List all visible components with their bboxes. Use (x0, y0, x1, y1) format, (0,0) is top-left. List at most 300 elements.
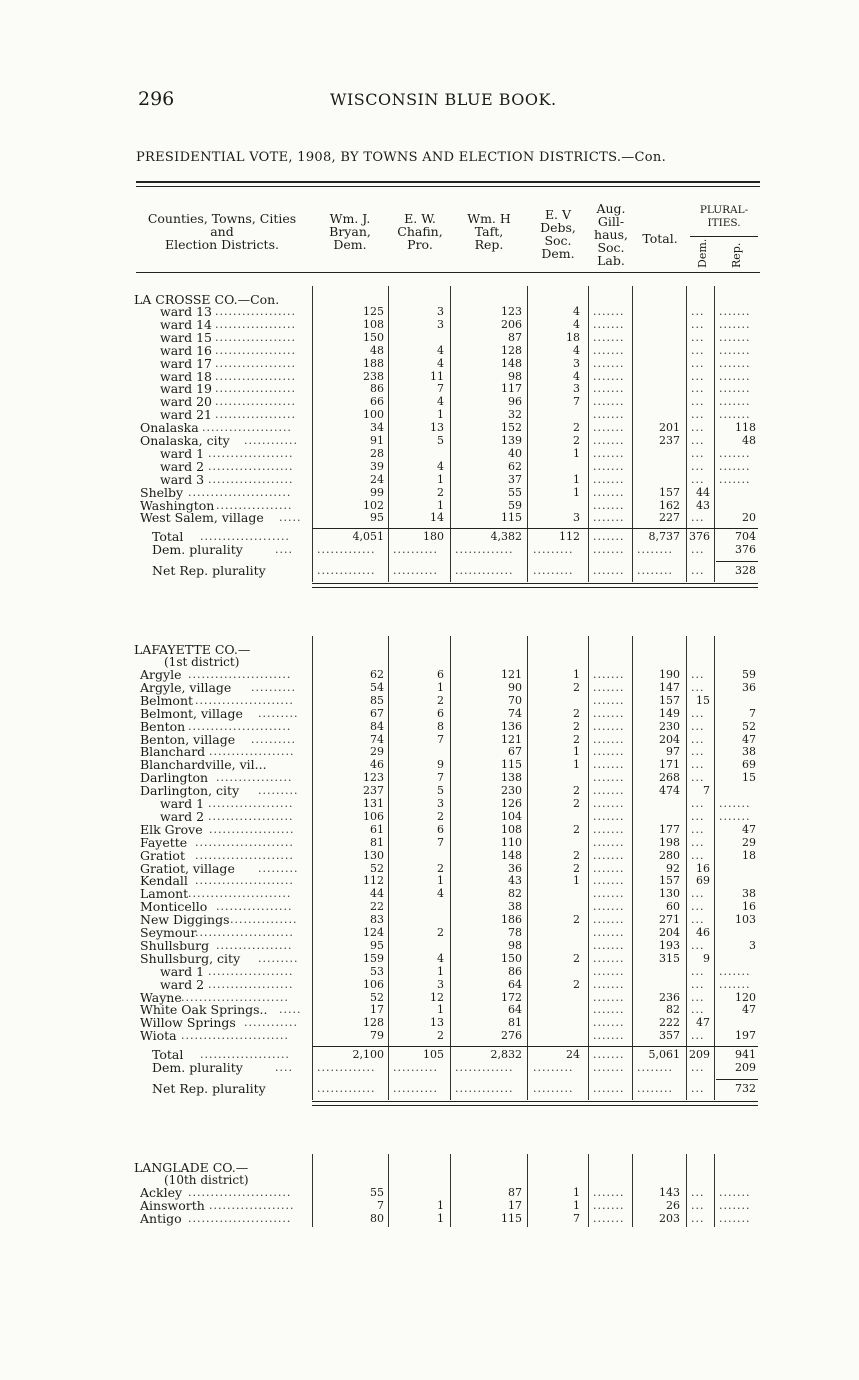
page-number: 296 (138, 88, 175, 110)
dot-leader: ....... (593, 861, 625, 875)
cell-chafin: 2 (437, 861, 444, 875)
cell-debs: 1 (573, 745, 580, 759)
cell-rep: 7 (749, 706, 756, 720)
net-rep-plurality-label: Net Rep. plurality (152, 563, 266, 579)
dot-leader: ....... (593, 1003, 625, 1017)
dot-leader: ....... (719, 343, 751, 357)
cell-chafin: 3 (437, 977, 444, 991)
section-rule (312, 583, 758, 584)
dot-leader: ....... (593, 809, 625, 823)
cell-bryan: 91 (370, 434, 384, 447)
dot-leader: ... (691, 835, 705, 849)
dot-leader: ........ (637, 1061, 673, 1074)
dot-leader: ... (691, 472, 705, 486)
dot-leader: ....... (719, 317, 751, 331)
cell-taft: 152 (501, 421, 522, 435)
label-leader: ................... (209, 745, 295, 759)
label-leader: .......... (251, 732, 296, 746)
cell-total: 60 (666, 900, 680, 914)
dot-leader: ....... (593, 835, 625, 849)
cell-bryan: 130 (363, 848, 384, 862)
dot-leader: ....... (593, 356, 625, 370)
label-leader: ........................ (181, 990, 289, 1004)
header-rep: Rep. (730, 242, 743, 268)
dot-leader: ....... (593, 900, 625, 914)
column-line (388, 636, 389, 1100)
cell-debs: 2 (573, 680, 580, 694)
label-leader: ................... (208, 964, 294, 978)
cell-bryan: 66 (370, 395, 384, 409)
cell-taft: 115 (501, 1211, 522, 1225)
cell-taft: 150 (501, 951, 522, 965)
dot-leader: ....... (593, 530, 625, 544)
dot-leader: ... (691, 797, 705, 810)
dot-leader: .......... (393, 564, 438, 578)
total-label: Total (152, 529, 184, 545)
row-label: Benton, village (140, 731, 236, 747)
label-leader: ....................... (188, 887, 292, 901)
dot-leader: ....... (593, 485, 625, 499)
column-line (588, 636, 589, 1100)
label-leader: ................. (216, 771, 293, 785)
cell-chafin: 2 (437, 809, 444, 823)
row-label: Onalaska, city (140, 433, 230, 448)
cell-taft: 96 (508, 395, 522, 409)
cell-taft: 117 (501, 382, 522, 396)
cell-taft: 139 (501, 434, 522, 447)
dot-leader: ... (691, 809, 705, 823)
dot-leader: ....... (593, 543, 625, 557)
cell-total: 147 (659, 680, 680, 694)
dot-leader: ......... (533, 1061, 574, 1074)
dot-leader: ....... (719, 446, 751, 460)
cell-chafin: 7 (437, 732, 444, 746)
cell-chafin: 1 (437, 1211, 444, 1225)
cell-total: 97 (666, 745, 680, 759)
cell-taft: 126 (501, 797, 522, 810)
dem-plurality-value: 376 (735, 543, 756, 557)
dot-leader: ... (691, 719, 705, 733)
column-line (527, 1154, 528, 1227)
cell-debs: 3 (573, 356, 580, 370)
cell-taft: 74 (508, 706, 522, 720)
cell-rep: 29 (742, 835, 756, 849)
cell-bryan: 123 (363, 771, 384, 785)
label-leader: ......... (258, 784, 299, 798)
cell-debs: 2 (573, 797, 580, 810)
row-label: Kendall (140, 873, 188, 889)
cell-bryan: 80 (370, 1211, 384, 1225)
cell-chafin: 3 (437, 305, 444, 318)
label-leader: ...................... (195, 835, 294, 849)
dot-leader: ... (691, 822, 705, 836)
cell-rep: 47 (742, 822, 756, 836)
label-leader: ................. (216, 498, 293, 512)
dot-leader: ............. (317, 543, 376, 557)
cell-debs: 2 (573, 732, 580, 746)
top-rule (136, 181, 760, 183)
dot-leader: ....... (719, 356, 751, 370)
cell-debs: 2 (573, 719, 580, 733)
dot-leader: ....... (593, 369, 625, 383)
cell-taft: 81 (508, 1016, 522, 1030)
header-dem: Dem. (696, 238, 709, 268)
row-label: Blanchard (140, 744, 206, 760)
label-leader: ................... (209, 1198, 295, 1212)
row-label: Belmont, village (140, 705, 243, 721)
cell-chafin: 6 (437, 668, 444, 681)
dot-leader: ....... (593, 706, 625, 720)
cell-taft: 32 (508, 408, 522, 422)
cell-debs: 2 (573, 434, 580, 447)
cell-chafin: 13 (430, 1016, 444, 1030)
dot-leader: ............. (455, 1061, 514, 1074)
dot-leader: ............. (455, 543, 514, 557)
cell-taft: 230 (501, 784, 522, 798)
cell-bryan: 81 (370, 835, 384, 849)
cell-total: 204 (659, 732, 680, 746)
cell-debs: 1 (573, 758, 580, 772)
dot-leader: ....... (593, 732, 625, 746)
cell-debs: 2 (573, 951, 580, 965)
total-total: 8,737 (648, 530, 680, 544)
row-label: Washington (140, 497, 215, 513)
cell-total: 198 (659, 835, 680, 849)
dot-leader: ....... (593, 719, 625, 733)
cell-taft: 36 (508, 861, 522, 875)
label-leader: .................. (215, 356, 296, 370)
cell-rep: 48 (742, 434, 756, 447)
row-label: Benton (140, 718, 186, 734)
label-leader: ...................... (195, 874, 294, 888)
dot-leader: ....... (593, 758, 625, 772)
column-line (388, 286, 389, 582)
dot-leader: ....... (719, 964, 751, 978)
dot-leader: ... (691, 745, 705, 759)
dot-leader: ....... (593, 745, 625, 759)
dot-leader: ....... (593, 408, 625, 422)
dot-leader: ... (691, 990, 705, 1004)
section-rule (312, 1105, 758, 1106)
cell-total: 280 (659, 848, 680, 862)
dot-leader: ....... (719, 472, 751, 486)
cell-taft: 128 (501, 343, 522, 357)
cell-total: 171 (659, 758, 680, 772)
cell-total: 268 (659, 771, 680, 785)
cell-bryan: 46 (370, 758, 384, 772)
cell-bryan: 53 (370, 964, 384, 978)
cell-rep: 38 (742, 887, 756, 901)
cell-bryan: 150 (363, 330, 384, 344)
cell-taft: 59 (508, 498, 522, 512)
dot-leader: ....... (593, 668, 625, 681)
cell-bryan: 86 (370, 382, 384, 396)
cell-rep: 3 (749, 938, 756, 952)
cell-taft: 115 (501, 511, 522, 525)
cell-taft: 98 (508, 369, 522, 383)
cell-bryan: 100 (363, 408, 384, 422)
dot-leader: ... (691, 421, 705, 435)
label-leader: ...................... (195, 693, 294, 707)
section-rule (312, 1101, 758, 1102)
label-leader: ....................... (188, 668, 292, 681)
column-line (714, 1154, 715, 1227)
header-rule (136, 272, 760, 273)
dot-leader: ....... (593, 421, 625, 435)
label-leader: .... (275, 543, 293, 557)
dot-leader: ....... (593, 938, 625, 952)
cell-total: 230 (659, 719, 680, 733)
book-title: WISCONSIN BLUE BOOK. (330, 90, 557, 109)
row-label: Argyle, village (140, 679, 232, 695)
cell-debs: 2 (573, 784, 580, 798)
cell-dem: 43 (696, 498, 710, 512)
cell-chafin: 4 (437, 951, 444, 965)
cell-rep: 20 (742, 511, 756, 525)
column-line (714, 636, 715, 1100)
cell-total: 162 (659, 498, 680, 512)
top-rule-thin (136, 186, 760, 187)
dot-leader: ....... (593, 964, 625, 978)
dot-leader: ... (691, 305, 705, 318)
row-label: Wiota (140, 1028, 177, 1044)
dot-leader: ....... (593, 1211, 625, 1225)
cell-dem: 9 (703, 951, 710, 965)
cell-taft: 148 (501, 848, 522, 862)
label-leader: ................... (208, 446, 294, 460)
cell-bryan: 74 (370, 732, 384, 746)
cell-chafin: 1 (437, 472, 444, 486)
cell-total: 315 (659, 951, 680, 965)
cell-bryan: 17 (370, 1003, 384, 1017)
dot-leader: ....... (593, 784, 625, 798)
dot-leader: ....... (593, 990, 625, 1004)
cell-debs: 7 (573, 1211, 580, 1225)
cell-bryan: 61 (370, 822, 384, 836)
row-label: ward 19 (160, 381, 213, 397)
cell-debs: 1 (573, 1186, 580, 1199)
cell-chafin: 2 (437, 926, 444, 939)
dot-leader: ........ (637, 564, 673, 578)
cell-chafin: 3 (437, 317, 444, 331)
label-leader: ....................... (188, 1186, 292, 1199)
cell-taft: 86 (508, 964, 522, 978)
dot-leader: ....... (719, 305, 751, 318)
cell-debs: 4 (573, 343, 580, 357)
cell-taft: 121 (501, 732, 522, 746)
label-leader: .................. (215, 305, 296, 318)
cell-chafin: 1 (437, 498, 444, 512)
cell-total: 157 (659, 874, 680, 888)
column-line (450, 636, 451, 1100)
cell-total: 26 (666, 1198, 680, 1212)
dot-leader: ... (691, 1081, 705, 1095)
label-leader: ...................... (195, 848, 294, 862)
cell-total: 193 (659, 938, 680, 952)
total-label: Total (152, 1047, 184, 1063)
dot-leader: ....... (719, 809, 751, 823)
total-bryan: 2,100 (352, 1048, 384, 1062)
label-leader: ......... (258, 861, 299, 875)
cell-rep: 69 (742, 758, 756, 772)
cell-chafin: 1 (437, 1003, 444, 1017)
cell-debs: 3 (573, 511, 580, 525)
dot-leader: ... (691, 977, 705, 991)
section-rule (312, 587, 758, 588)
cell-taft: 108 (501, 822, 522, 836)
cell-debs: 2 (573, 861, 580, 875)
dot-leader: ....... (593, 343, 625, 357)
dot-leader: ............. (317, 564, 376, 578)
row-label: ward 14 (160, 316, 213, 332)
dot-leader: ....... (593, 395, 625, 409)
cell-debs: 2 (573, 848, 580, 862)
row-label: ward 17 (160, 355, 213, 371)
total-dem: 209 (689, 1048, 710, 1062)
label-leader: ............ (244, 1016, 298, 1030)
row-label: ward 1 (160, 963, 205, 979)
row-label: Belmont (140, 692, 194, 708)
cell-taft: 67 (508, 745, 522, 759)
cell-total: 177 (659, 822, 680, 836)
column-line (527, 286, 528, 582)
cell-total: 130 (659, 887, 680, 901)
cell-total: 237 (659, 434, 680, 447)
dot-leader: ... (691, 848, 705, 862)
row-label: ward 18 (160, 368, 213, 384)
cell-taft: 115 (501, 758, 522, 772)
dot-leader: ....... (719, 382, 751, 396)
dot-leader: ....... (593, 1016, 625, 1030)
dot-leader: ... (691, 1186, 705, 1199)
row-label: ward 20 (160, 394, 213, 410)
column-line (388, 1154, 389, 1227)
row-label: ward 1 (160, 445, 205, 461)
section-title: LANGLADE CO.— (134, 1160, 249, 1175)
row-label: Ackley (140, 1185, 183, 1200)
dot-leader: ....... (593, 680, 625, 694)
dot-leader: ... (691, 680, 705, 694)
cell-chafin: 5 (437, 434, 444, 447)
cell-taft: 78 (508, 926, 522, 939)
dot-leader: ... (691, 1198, 705, 1212)
total-debs: 112 (559, 530, 580, 544)
cell-dem: 15 (696, 693, 710, 707)
column-line (632, 286, 633, 582)
column-line (312, 636, 313, 1100)
column-line (527, 636, 528, 1100)
column-line (632, 636, 633, 1100)
dot-leader: ....... (593, 926, 625, 939)
cell-chafin: 14 (430, 511, 444, 525)
row-label: ward 16 (160, 342, 213, 358)
header-gillhaus: Aug. Gill- haus, Soc. Lab. (594, 201, 628, 268)
cell-total: 271 (659, 913, 680, 927)
cell-bryan: 159 (363, 951, 384, 965)
dot-leader: ... (691, 1029, 705, 1043)
cell-rep: 18 (742, 848, 756, 862)
cell-bryan: 28 (370, 446, 384, 460)
cell-rep: 16 (742, 900, 756, 914)
cell-taft: 121 (501, 668, 522, 681)
cell-total: 92 (666, 861, 680, 875)
cell-taft: 82 (508, 887, 522, 901)
header-chafin: E. W. Chafin, Pro. (397, 211, 443, 252)
dem-plurality-label: Dem. plurality (152, 542, 243, 558)
label-leader: ..... (279, 511, 302, 525)
label-leader: .... (275, 1061, 293, 1074)
dot-leader: ... (691, 446, 705, 460)
dot-leader: ....... (593, 1081, 625, 1095)
dot-leader: ....... (593, 330, 625, 344)
cell-chafin: 2 (437, 693, 444, 707)
pluralities-rule (690, 236, 758, 237)
label-leader: ....................... (188, 1211, 292, 1225)
row-label: Blanchardville, vil... (140, 757, 267, 773)
cell-chafin: 1 (437, 408, 444, 422)
label-leader: ................. (216, 938, 293, 952)
cell-debs: 2 (573, 706, 580, 720)
dot-leader: ... (691, 408, 705, 422)
row-label: Wayne (140, 989, 182, 1005)
total-chafin: 105 (423, 1048, 444, 1062)
dot-leader: ... (691, 758, 705, 772)
label-leader: .................. (215, 395, 296, 409)
cell-bryan: 52 (370, 861, 384, 875)
label-leader: ................... (208, 977, 294, 991)
header-bryan: Wm. J. Bryan, Dem. (329, 211, 371, 252)
dot-leader: ....... (719, 459, 751, 473)
column-line (588, 1154, 589, 1227)
cell-total: 357 (659, 1029, 680, 1043)
cell-rep: 59 (742, 668, 756, 681)
cell-dem: 46 (696, 926, 710, 939)
dot-leader: ... (691, 1061, 705, 1074)
cell-debs: 1 (573, 446, 580, 460)
label-leader: ..... (279, 1003, 302, 1017)
dot-leader: ............. (455, 564, 514, 578)
cell-chafin: 1 (437, 874, 444, 888)
total-chafin: 180 (423, 530, 444, 544)
dot-leader: ... (691, 511, 705, 525)
label-leader: ................... (209, 822, 295, 836)
dot-leader: ....... (593, 446, 625, 460)
header-total: Total. (642, 231, 678, 246)
cell-dem: 44 (696, 485, 710, 499)
cell-total: 227 (659, 511, 680, 525)
row-label: Willow Springs (140, 1015, 236, 1031)
cell-total: 143 (659, 1186, 680, 1199)
cell-taft: 138 (501, 771, 522, 785)
row-label: ward 2 (160, 808, 205, 824)
net-rep-plurality-value: 732 (735, 1081, 756, 1095)
section-title: LA CROSSE CO.—Con. (134, 292, 280, 307)
label-leader: ................... (208, 809, 294, 823)
dot-leader: ....... (719, 1186, 751, 1199)
cell-bryan: 29 (370, 745, 384, 759)
cell-bryan: 83 (370, 913, 384, 927)
cell-chafin: 4 (437, 459, 444, 473)
dot-leader: ....... (593, 498, 625, 512)
dot-leader: ... (691, 938, 705, 952)
net-rep-plurality-label: Net Rep. plurality (152, 1080, 266, 1096)
dot-leader: ... (691, 369, 705, 383)
cell-total: 157 (659, 485, 680, 499)
dot-leader: ....... (593, 459, 625, 473)
label-leader: .................. (215, 369, 296, 383)
cell-bryan: 108 (363, 317, 384, 331)
cell-taft: 43 (508, 874, 522, 888)
